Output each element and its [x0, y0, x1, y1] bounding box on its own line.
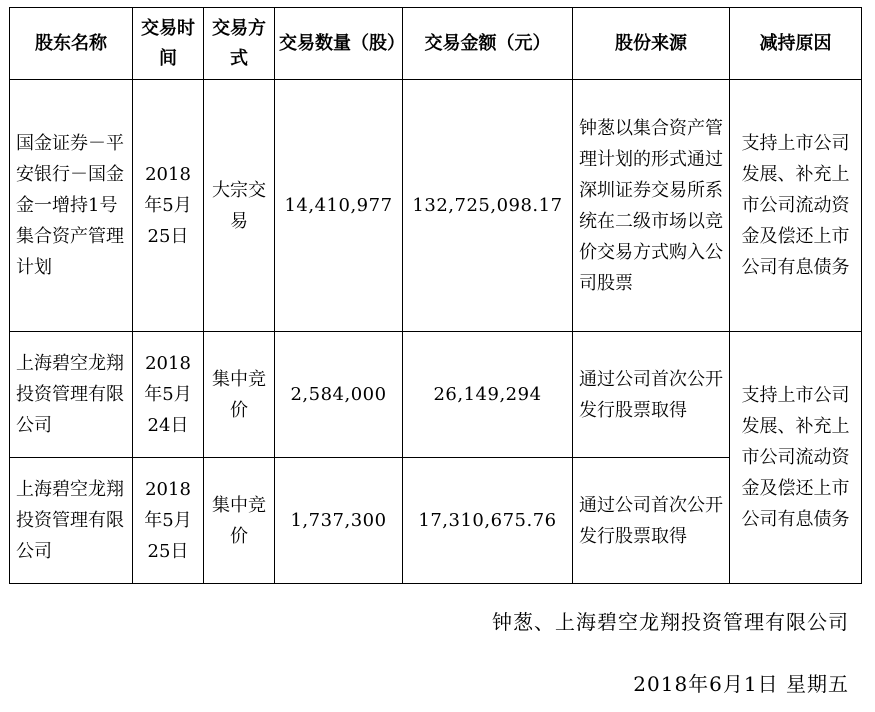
cell-source: 通过公司首次公开发行股票取得	[573, 332, 730, 458]
cell-quantity: 14,410,977	[275, 80, 403, 332]
header-holder: 股东名称	[10, 8, 133, 80]
header-time: 交易时间	[133, 8, 204, 80]
cell-amount: 132,725,098.17	[403, 80, 573, 332]
cell-method: 大宗交易	[204, 80, 275, 332]
table-row	[10, 332, 862, 458]
cell-reason: 支持上市公司发展、补充上市公司流动资金及偿还上市公司有息债务	[730, 80, 862, 332]
cell-amount: 17,310,675.76	[403, 458, 573, 584]
cell-holder: 上海碧空龙翔投资管理有限公司	[10, 332, 133, 458]
header-quantity: 交易数量（股）	[275, 8, 403, 80]
cell-method: 集中竞价	[204, 332, 275, 458]
header-source: 股份来源	[573, 8, 730, 80]
cell-amount: 26,149,294	[403, 332, 573, 458]
cell-time: 2018年5月25日	[133, 458, 204, 584]
share-reduction-table	[9, 7, 862, 584]
cell-source: 通过公司首次公开发行股票取得	[573, 458, 730, 584]
cell-holder: 国金证券－平安银行－国金金一增持1号集合资产管理计划	[10, 80, 133, 332]
header-amount: 交易金额（元）	[403, 8, 573, 80]
cell-holder: 上海碧空龙翔投资管理有限公司	[10, 458, 133, 584]
header-reason: 减持原因	[730, 8, 862, 80]
signatory-line: 钟葱、上海碧空龙翔投资管理有限公司	[492, 610, 849, 634]
cell-quantity: 2,584,000	[275, 332, 403, 458]
header-method: 交易方式	[204, 8, 275, 80]
table-header-row	[10, 8, 862, 80]
cell-quantity: 1,737,300	[275, 458, 403, 584]
cell-source: 钟葱以集合资产管理计划的形式通过深圳证券交易所系统在二级市场以竞价交易方式购入公司股票	[573, 80, 730, 332]
cell-time: 2018年5月25日	[133, 80, 204, 332]
table-row	[10, 80, 862, 332]
cell-method: 集中竞价	[204, 458, 275, 584]
cell-time: 2018年5月24日	[133, 332, 204, 458]
cell-reason-merged: 支持上市公司发展、补充上市公司流动资金及偿还上市公司有息债务	[730, 332, 862, 584]
date-line: 2018年6月1日 星期五	[633, 672, 849, 696]
